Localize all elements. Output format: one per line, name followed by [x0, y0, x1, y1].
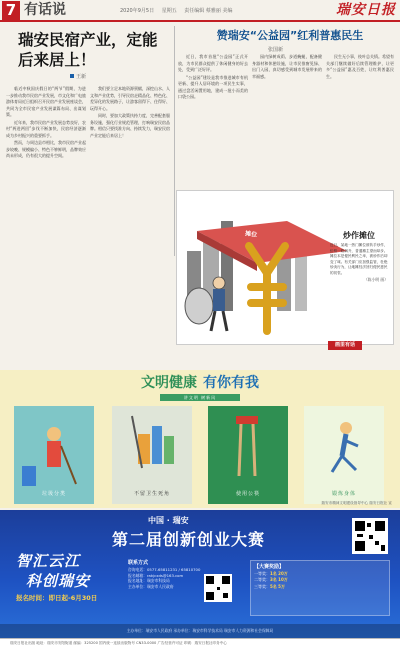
paragraph: “公益园”建设是我市推进城市有机更新、提升人居环境的一项民生实事，通过盘活闲置用地，建成一批小而美的口袋公园。	[178, 74, 248, 99]
award-row: 一等奖：1名 20万	[254, 571, 288, 576]
left-article-byline	[70, 73, 86, 80]
civ-title-part2: 有你有我	[203, 375, 259, 391]
award-amount: 5名 5万	[270, 583, 285, 589]
award-row: 三等奖：5名 5万	[254, 583, 285, 589]
cartoon-caption	[330, 230, 388, 337]
cartoon-text: 近日，某地一热门摊位被转手炒作，价格一路飙升，普通摊主望而却步。摊位本是便民利民之举，被炒作后却变了味。有关部门应加强监管，杜绝炒卖行为，让地摊经济回归便民惠民的初衷。	[330, 243, 388, 275]
issue-editor: 责任编辑 蔡雅丽 美编	[184, 8, 233, 14]
page-number: 7	[2, 1, 20, 20]
paragraph: 同时，要加大政策扶持力度，完善配套服务设施，强化行业规范管理，打响瑞安民宿品牌。相信只要找准方向、持续发力，瑞安民宿产业定能后来居上！	[90, 113, 170, 138]
poster-public-chopsticks	[208, 406, 288, 504]
ad-title: 第二届创新创业大赛	[112, 530, 266, 549]
right-article-col3	[326, 54, 394, 186]
paragraph: 临近中秋国庆假日的“两节”假期，为进一步推动我市民宿产业发展，市文化和广电旅游体育局近日组织召开民宿产业发展座谈会，共同为全市民宿产业发展谋篇布局、出谋划策。	[6, 86, 86, 117]
award-row: 二等奖：3名 10万	[254, 577, 288, 583]
cartoon-author: （陈小明 画）	[364, 277, 388, 282]
ad-info-line: 报名地址：瑞安市科技局	[128, 578, 170, 584]
left-article-col2	[90, 86, 170, 356]
paragraph: 近日，我市首批“公益园”正式开放，为市民群众提供了休闲健身的好去处，受到广泛好评。	[178, 54, 248, 72]
award-amount: 1名 20万	[270, 571, 288, 576]
left-byline-text: 王新	[76, 74, 87, 80]
cartoon-sign: 摊位	[244, 230, 258, 239]
ad-info-line: 咨询电话：0577-65811231 / 65810700	[128, 567, 201, 572]
poster-label: 不留卫生死角	[133, 491, 170, 497]
qr-code-icon	[352, 518, 388, 554]
sweeping-figure-icon	[14, 406, 94, 504]
paragraph: 然而，与周边县市相比，我市民宿产业起步较晚、规模偏小、特色不够鲜明，品牌效应尚未形成，仍有很大的提升空间。	[6, 140, 86, 158]
ad-footer: 主办单位：瑞安市人民政府 承办单位：瑞安市科学技术局 瑞安市人力资源和社会保障局	[0, 624, 400, 638]
poster-no-dead-corners	[112, 406, 192, 504]
poster-label: 使用公筷	[235, 491, 260, 497]
ad-slogan-line2: 科创瑞安	[26, 572, 91, 590]
civ-title	[0, 374, 400, 392]
issue-date: 2020年9月5日	[120, 8, 155, 14]
left-article-headline: 瑞安民宿产业，定能后来居上！	[18, 31, 158, 69]
issue-meta	[120, 7, 238, 14]
poster-garbage-sorting	[14, 406, 94, 504]
imprint-text: 瑞安日报社出版 地址：瑞安市安阳街道 邮编：325200 国内统一连续出版物号 CN33-0000 广告经营许可证 印刷：瑞安日报社印务中心	[10, 641, 227, 645]
right-article-byline: 张国新	[268, 47, 284, 53]
poster-label: 垃圾分类	[41, 491, 66, 497]
ad-organizer: 中国 · 瑞安	[148, 516, 189, 525]
ad-slogan-line1: 智汇云江	[16, 552, 81, 570]
cartoon-title: 炒作摊位	[343, 231, 375, 240]
ad-period: 报名时间：即日起-6月30日	[16, 594, 98, 602]
award-amount: 3名 10万	[270, 577, 288, 583]
poster-label: 锻炼身体	[331, 491, 356, 497]
cartoon-badge: 画里有话	[328, 341, 362, 350]
award-name: 二等奖	[254, 577, 266, 583]
civ-credit: 瑞安市精神文明建设指导中心 瑞安日报社 宣	[321, 501, 392, 505]
poster-exercise	[304, 406, 384, 504]
issue-weekday: 星期五	[161, 8, 177, 14]
chopsticks-icon	[208, 406, 288, 504]
newspaper-masthead: 瑞安日报	[336, 2, 396, 18]
award-name: 三等奖	[254, 583, 266, 589]
ad-info-line: 报名邮箱：rakjcxds@163.com	[128, 572, 184, 578]
ad-info-line: 主办单位：瑞安市人民政府	[128, 583, 174, 589]
civ-title-part1: 文明健康	[141, 375, 197, 391]
right-article-headline: 赞瑞安“公益园”红利普惠民生	[216, 29, 364, 42]
paragraph: 民生无小事，枝叶总关情。希望有关部门继续做好后续管理维护，让更多“公益园”惠及百姓，让红利普惠民生。	[326, 54, 394, 79]
ad-awards-box	[250, 560, 390, 616]
cleaning-tools-icon	[112, 406, 192, 504]
right-article-col1	[178, 54, 248, 186]
running-figure-icon	[304, 406, 384, 504]
civilization-banner	[0, 370, 400, 508]
paragraph: 我们要立足本地资源禀赋，深挖山水、人文和产业优势，引导民宿走精品化、特色化、差异化的发展路子，让游客留得下、住得好、玩得开心。	[90, 86, 170, 111]
page-header	[0, 0, 400, 22]
award-name: 一等奖	[254, 571, 266, 576]
ad-info-title: 联系方式	[128, 560, 149, 566]
imprint-strip	[0, 638, 400, 656]
section-title: 有话说	[24, 2, 66, 18]
civ-subtitle: 讲文明 树新风	[160, 394, 240, 401]
paragraph: 园内绿树成荫、步道蜿蜒，配备健身器材和休憩设施，让市民推窗见绿、出门入园，真切感受到城市发展带来的幸福感。	[252, 54, 322, 79]
right-article-col2	[252, 54, 322, 186]
qr-code-small-icon	[204, 574, 232, 602]
byline-marker-icon	[70, 74, 74, 78]
paragraph: 近年来，我市民宿产业发展态势良好，农村“两进两回”步伐不断加快，民宿经济逐渐成为乡村振兴的重要抓手。	[6, 119, 86, 138]
left-article-col1	[6, 86, 86, 356]
contest-advertisement	[0, 510, 400, 638]
column-divider	[174, 26, 175, 256]
awards-title: 【大赛奖励】	[254, 564, 285, 570]
